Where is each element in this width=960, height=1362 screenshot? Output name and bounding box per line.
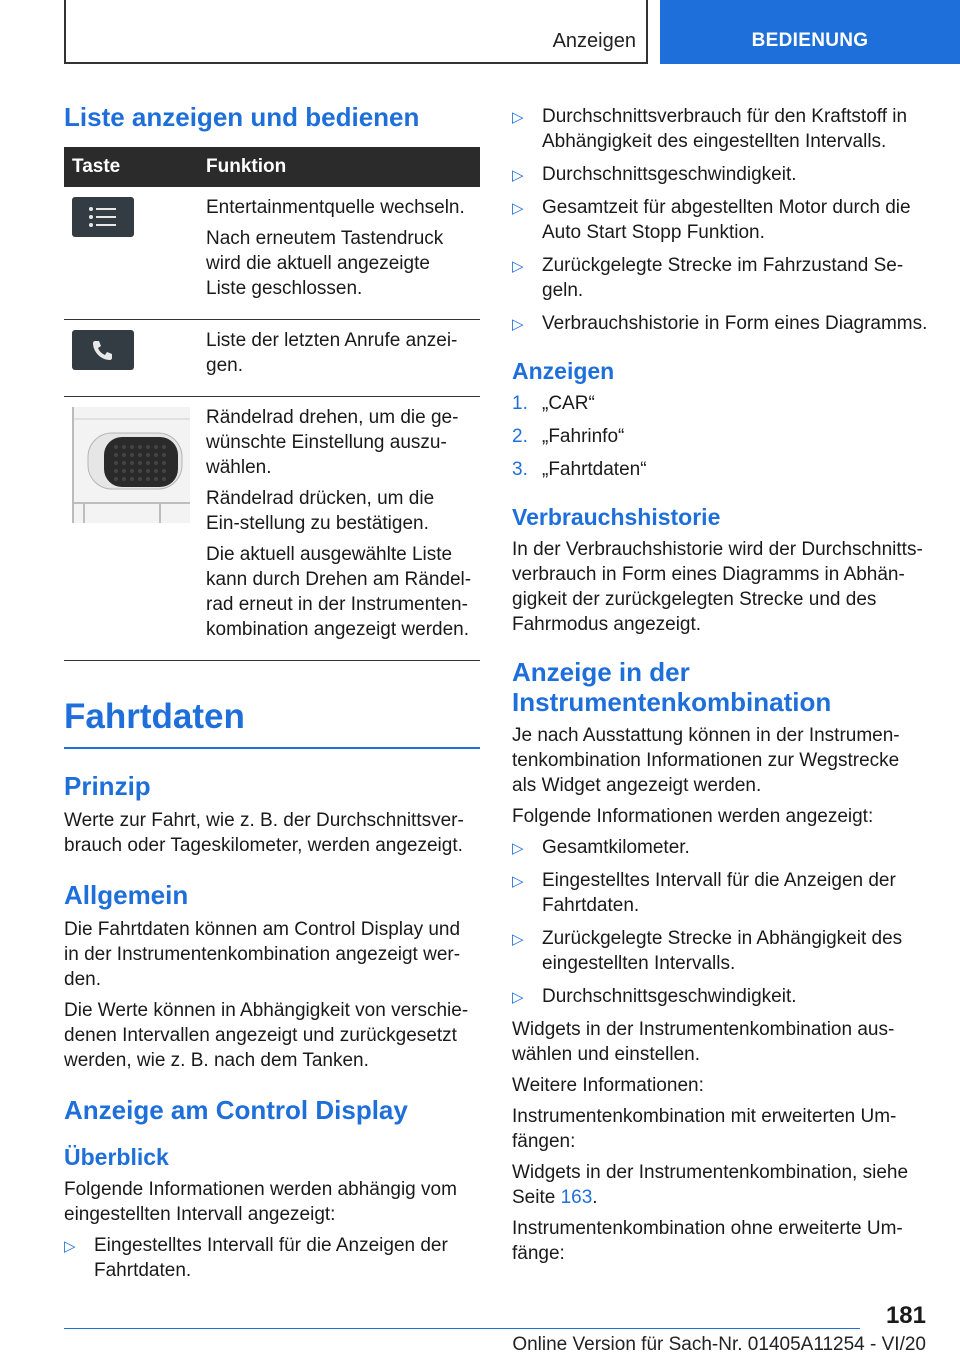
table-header-key: Taste <box>64 147 198 187</box>
list-item: ▷ Gesamtkilometer. <box>512 835 928 860</box>
list-item: ▷ Zurückgelegte Strecke im Fahrzustand Se-geln. <box>512 255 904 301</box>
paragraph: Instrumentenkombination ohne erweiterte Um-fänge: <box>512 1218 903 1264</box>
list-item: ▷ Verbrauchshistorie in Form eines Diagramms. <box>512 311 928 336</box>
list-item: ▷ Zurückgelegte Strecke in Abhängigkeit des eingestellten Intervalls. <box>512 928 903 974</box>
paragraph: In der Verbrauchshistorie wird der Durchschnitts-verbrauch in Form eines Diagramms in Abhän-gigkeit der zurückgelegten Strecke und des Fahrmodus angezeigt. <box>512 539 923 635</box>
bullet-list <box>64 1233 480 1283</box>
list-item: ▷ Durchschnittsverbrauch für den Kraftstoff in Abhängigkeit des eingestellten Intervalls. <box>512 106 908 152</box>
table-cell-text: Rändelrad drücken, um die Ein-stellung zu bestätigen. <box>206 488 435 534</box>
paragraph: Weitere Informationen: <box>512 1075 704 1096</box>
bullet-list <box>512 835 928 1009</box>
triangle-bullet-icon: ▷ <box>512 931 524 948</box>
list-item: 2. „Fahrinfo“ <box>512 426 625 447</box>
triangle-bullet-icon: ▷ <box>512 873 524 890</box>
table-row <box>64 187 480 320</box>
left-column <box>64 98 480 1291</box>
heading-prinzip: Prinzip <box>64 771 151 801</box>
bullet-list <box>512 104 928 336</box>
list-item: ▷ Durchschnittsgeschwindigkeit. <box>512 162 928 187</box>
triangle-bullet-icon: ▷ <box>512 167 524 184</box>
triangle-bullet-icon: ▷ <box>512 316 524 333</box>
list-menu-icon <box>72 197 134 237</box>
triangle-bullet-icon: ▷ <box>512 989 524 1006</box>
triangle-bullet-icon: ▷ <box>512 109 524 126</box>
phone-icon <box>72 330 134 370</box>
table-cell-text: Liste der letzten Anrufe anzei-gen. <box>206 330 458 376</box>
list-item: ▷ Eingestelltes Intervall für die Anzeigen der Fahrtdaten. <box>64 1235 448 1281</box>
key-function-table <box>64 147 480 661</box>
paragraph: Folgende Informationen werden angezeigt: <box>512 806 874 827</box>
heading-allgemein: Allgemein <box>64 880 189 910</box>
list-item: 1. „CAR“ <box>512 393 595 414</box>
list-item: ▷ Durchschnittsgeschwindigkeit. <box>512 984 928 1009</box>
triangle-bullet-icon: ▷ <box>64 1238 76 1255</box>
triangle-bullet-icon: ▷ <box>512 840 524 857</box>
paragraph: Instrumentenkombination mit erweiterten Um-fängen: <box>512 1106 897 1152</box>
table-cell-text: Entertainmentquelle wechseln. <box>206 197 465 218</box>
paragraph: Folgende Informationen werden abhängig vom eingestellten Intervall angezeigt: <box>64 1179 457 1225</box>
triangle-bullet-icon: ▷ <box>512 200 524 217</box>
right-column <box>512 98 928 1272</box>
footer-text: Online Version für Sach-Nr. 01405A11254 - VI/20 <box>512 1334 926 1355</box>
table-row <box>64 320 480 397</box>
table-header-function: Funktion <box>198 147 480 187</box>
table-cell-text: Nach erneutem Tastendruck wird die aktuell angezeigte Liste geschlossen. <box>206 228 444 299</box>
heading-verbrauchshistorie: Verbrauchshistorie <box>512 504 721 530</box>
paragraph: Die Fahrtdaten können am Control Display und in der Instrumentenkombination angezeigt wer-den. <box>64 919 461 990</box>
triangle-bullet-icon: ▷ <box>512 258 524 275</box>
list-item: ▷ Gesamtzeit für abgestellten Motor durch die Auto Start Stopp Funktion. <box>512 197 911 243</box>
heading-fahrtdaten: Fahrtdaten <box>64 697 480 749</box>
page-reference-link[interactable]: 163 <box>560 1187 593 1208</box>
footer-divider <box>64 1328 860 1329</box>
heading-list: Liste anzeigen und bedienen <box>64 102 420 132</box>
header-section-title: Anzeigen <box>552 30 636 52</box>
heading-instrumentenkombination: Anzeige in der Instrumentenkombination <box>512 657 832 717</box>
numbered-steps <box>512 391 928 482</box>
paragraph: Widgets in der Instrumentenkombination, siehe Seite 163. <box>512 1162 909 1208</box>
paragraph: Je nach Ausstattung können in der Instrumen-tenkombination Informationen zur Wegstrecke als Widget angezeigt werden. <box>512 725 900 796</box>
table-row <box>64 397 480 661</box>
paragraph: Werte zur Fahrt, wie z. B. der Durchschnittsver-brauch oder Tageskilometer, werden angezeigt. <box>64 810 464 856</box>
table-cell-text: Die aktuell ausgewählte Liste kann durch Drehen am Rändel-rad erneut in der Instrumenten-kombination angezeigt werden. <box>206 544 472 640</box>
paragraph: Die Werte können in Abhängigkeit von verschie-denen Intervallen angezeigt und zurückgesetzt werden, wie z. B. nach dem Tanken. <box>64 1000 469 1071</box>
paragraph: Widgets in der Instrumentenkombination aus-wählen und einstellen. <box>512 1019 895 1065</box>
heading-ueberblick: Überblick <box>64 1144 169 1170</box>
table-cell-text: Rändelrad drehen, um die ge-wünschte Einstellung auszu-wählen. <box>206 407 459 478</box>
heading-control-display: Anzeige am Control Display <box>64 1095 408 1125</box>
heading-anzeigen: Anzeigen <box>512 358 615 384</box>
thumbwheel-image <box>72 407 190 523</box>
page-number: 181 <box>885 1302 926 1329</box>
list-item: 3. „Fahrtdaten“ <box>512 459 647 480</box>
list-item: ▷ Eingestelltes Intervall für die Anzeigen der Fahrtdaten. <box>512 870 896 916</box>
header-chapter-tab: BEDIENUNG <box>660 0 960 64</box>
